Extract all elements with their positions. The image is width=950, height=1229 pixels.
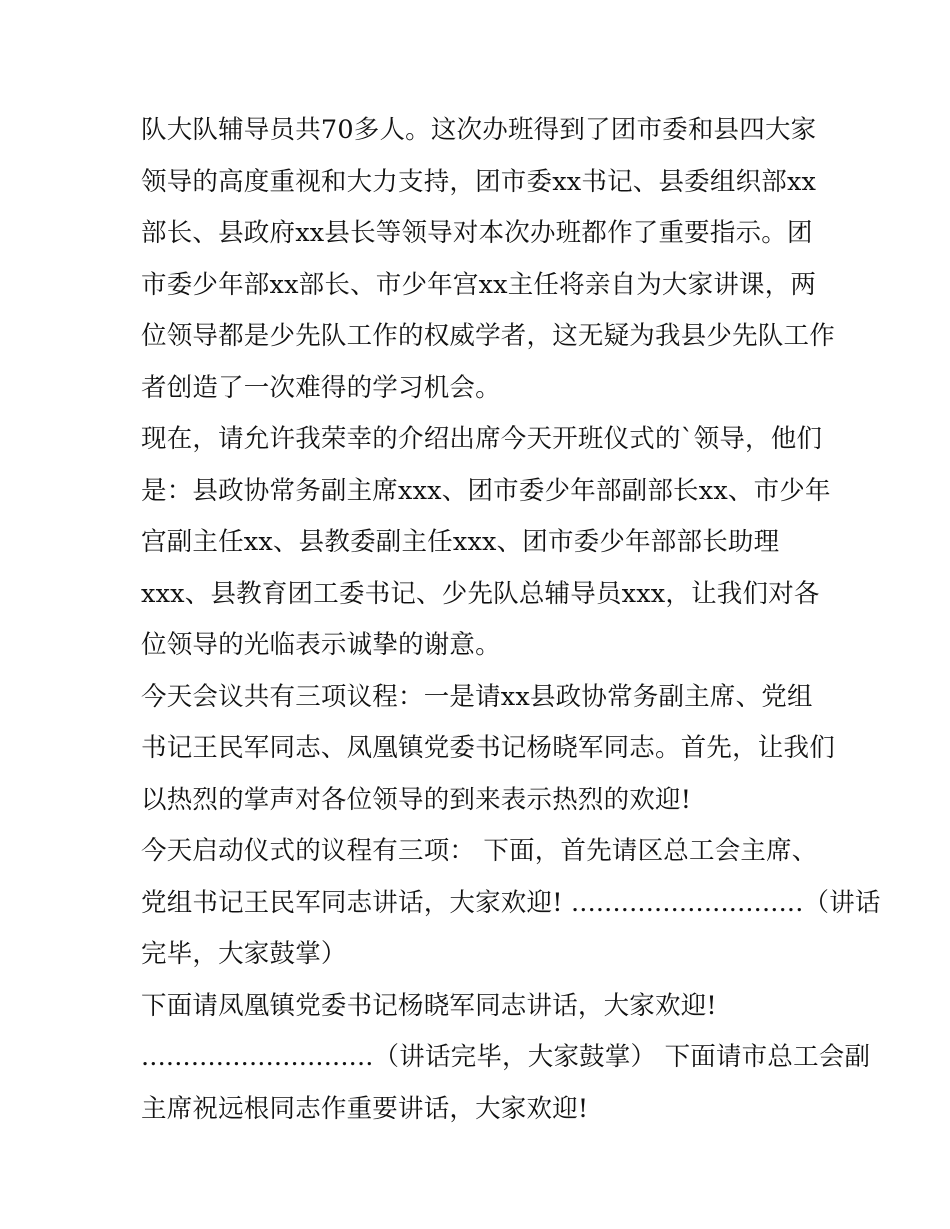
text-line: 领导的高度重视和大力支持，团市委xx书记、县委组织部xx	[141, 166, 817, 197]
text-line: 宫副主任xx、县教委副主任xxx、团市委少年部部长助理	[141, 527, 780, 557]
text-line: 党组书记王民军同志讲话，大家欢迎! ............................（讲话	[141, 887, 881, 918]
document-body	[141, 105, 881, 1135]
text-line: 市委少年部xx部长、市少年宫xx主任将亲自为大家讲课，两	[141, 269, 817, 300]
text-line: 书记王民军同志、凤凰镇党委书记杨晓军同志。首先，让我们	[141, 733, 835, 763]
text-line: 现在，请允许我荣幸的介绍出席今天开班仪式的`领导，他们	[141, 424, 823, 454]
text-line: 今天启动仪式的议程有三项： 下面，首先请区总工会主席、	[141, 836, 818, 866]
text-line: 以热烈的掌声对各位领导的到来表示热烈的欢迎!	[141, 784, 692, 815]
text-line: ............................（讲话完毕，大家鼓掌） 下面请市总工会副	[141, 1042, 871, 1072]
text-line: 位领导都是少先队工作的权威学者，这无疑为我县少先队工作	[141, 321, 835, 351]
text-line: 部长、县政府xx县长等领导对本次办班都作了重要指示。团	[141, 218, 813, 248]
text-line: 队大队辅导员共70多人。这次办班得到了团市委和县四大家	[141, 115, 817, 145]
text-line: 位领导的光临表示诚挚的谢意。	[141, 630, 501, 660]
text-line: 主席祝远根同志作重要讲话，大家欢迎!	[141, 1093, 589, 1124]
text-line: 下面请凤凰镇党委书记杨晓军同志讲话，大家欢迎!	[141, 990, 717, 1021]
text-line: 今天会议共有三项议程：一是请xx县政协常务副主席、党组	[141, 681, 813, 712]
text-line: 者创造了一次难得的学习机会。	[141, 372, 501, 403]
text-line: xxx、县教育团工委书记、少先队总辅导员xxx，让我们对各	[141, 578, 820, 609]
text-line: 是：县政协常务副主席xxx、团市委少年部副部长xx、市少年	[141, 475, 831, 506]
text-line: 完毕，大家鼓掌）	[141, 939, 347, 969]
